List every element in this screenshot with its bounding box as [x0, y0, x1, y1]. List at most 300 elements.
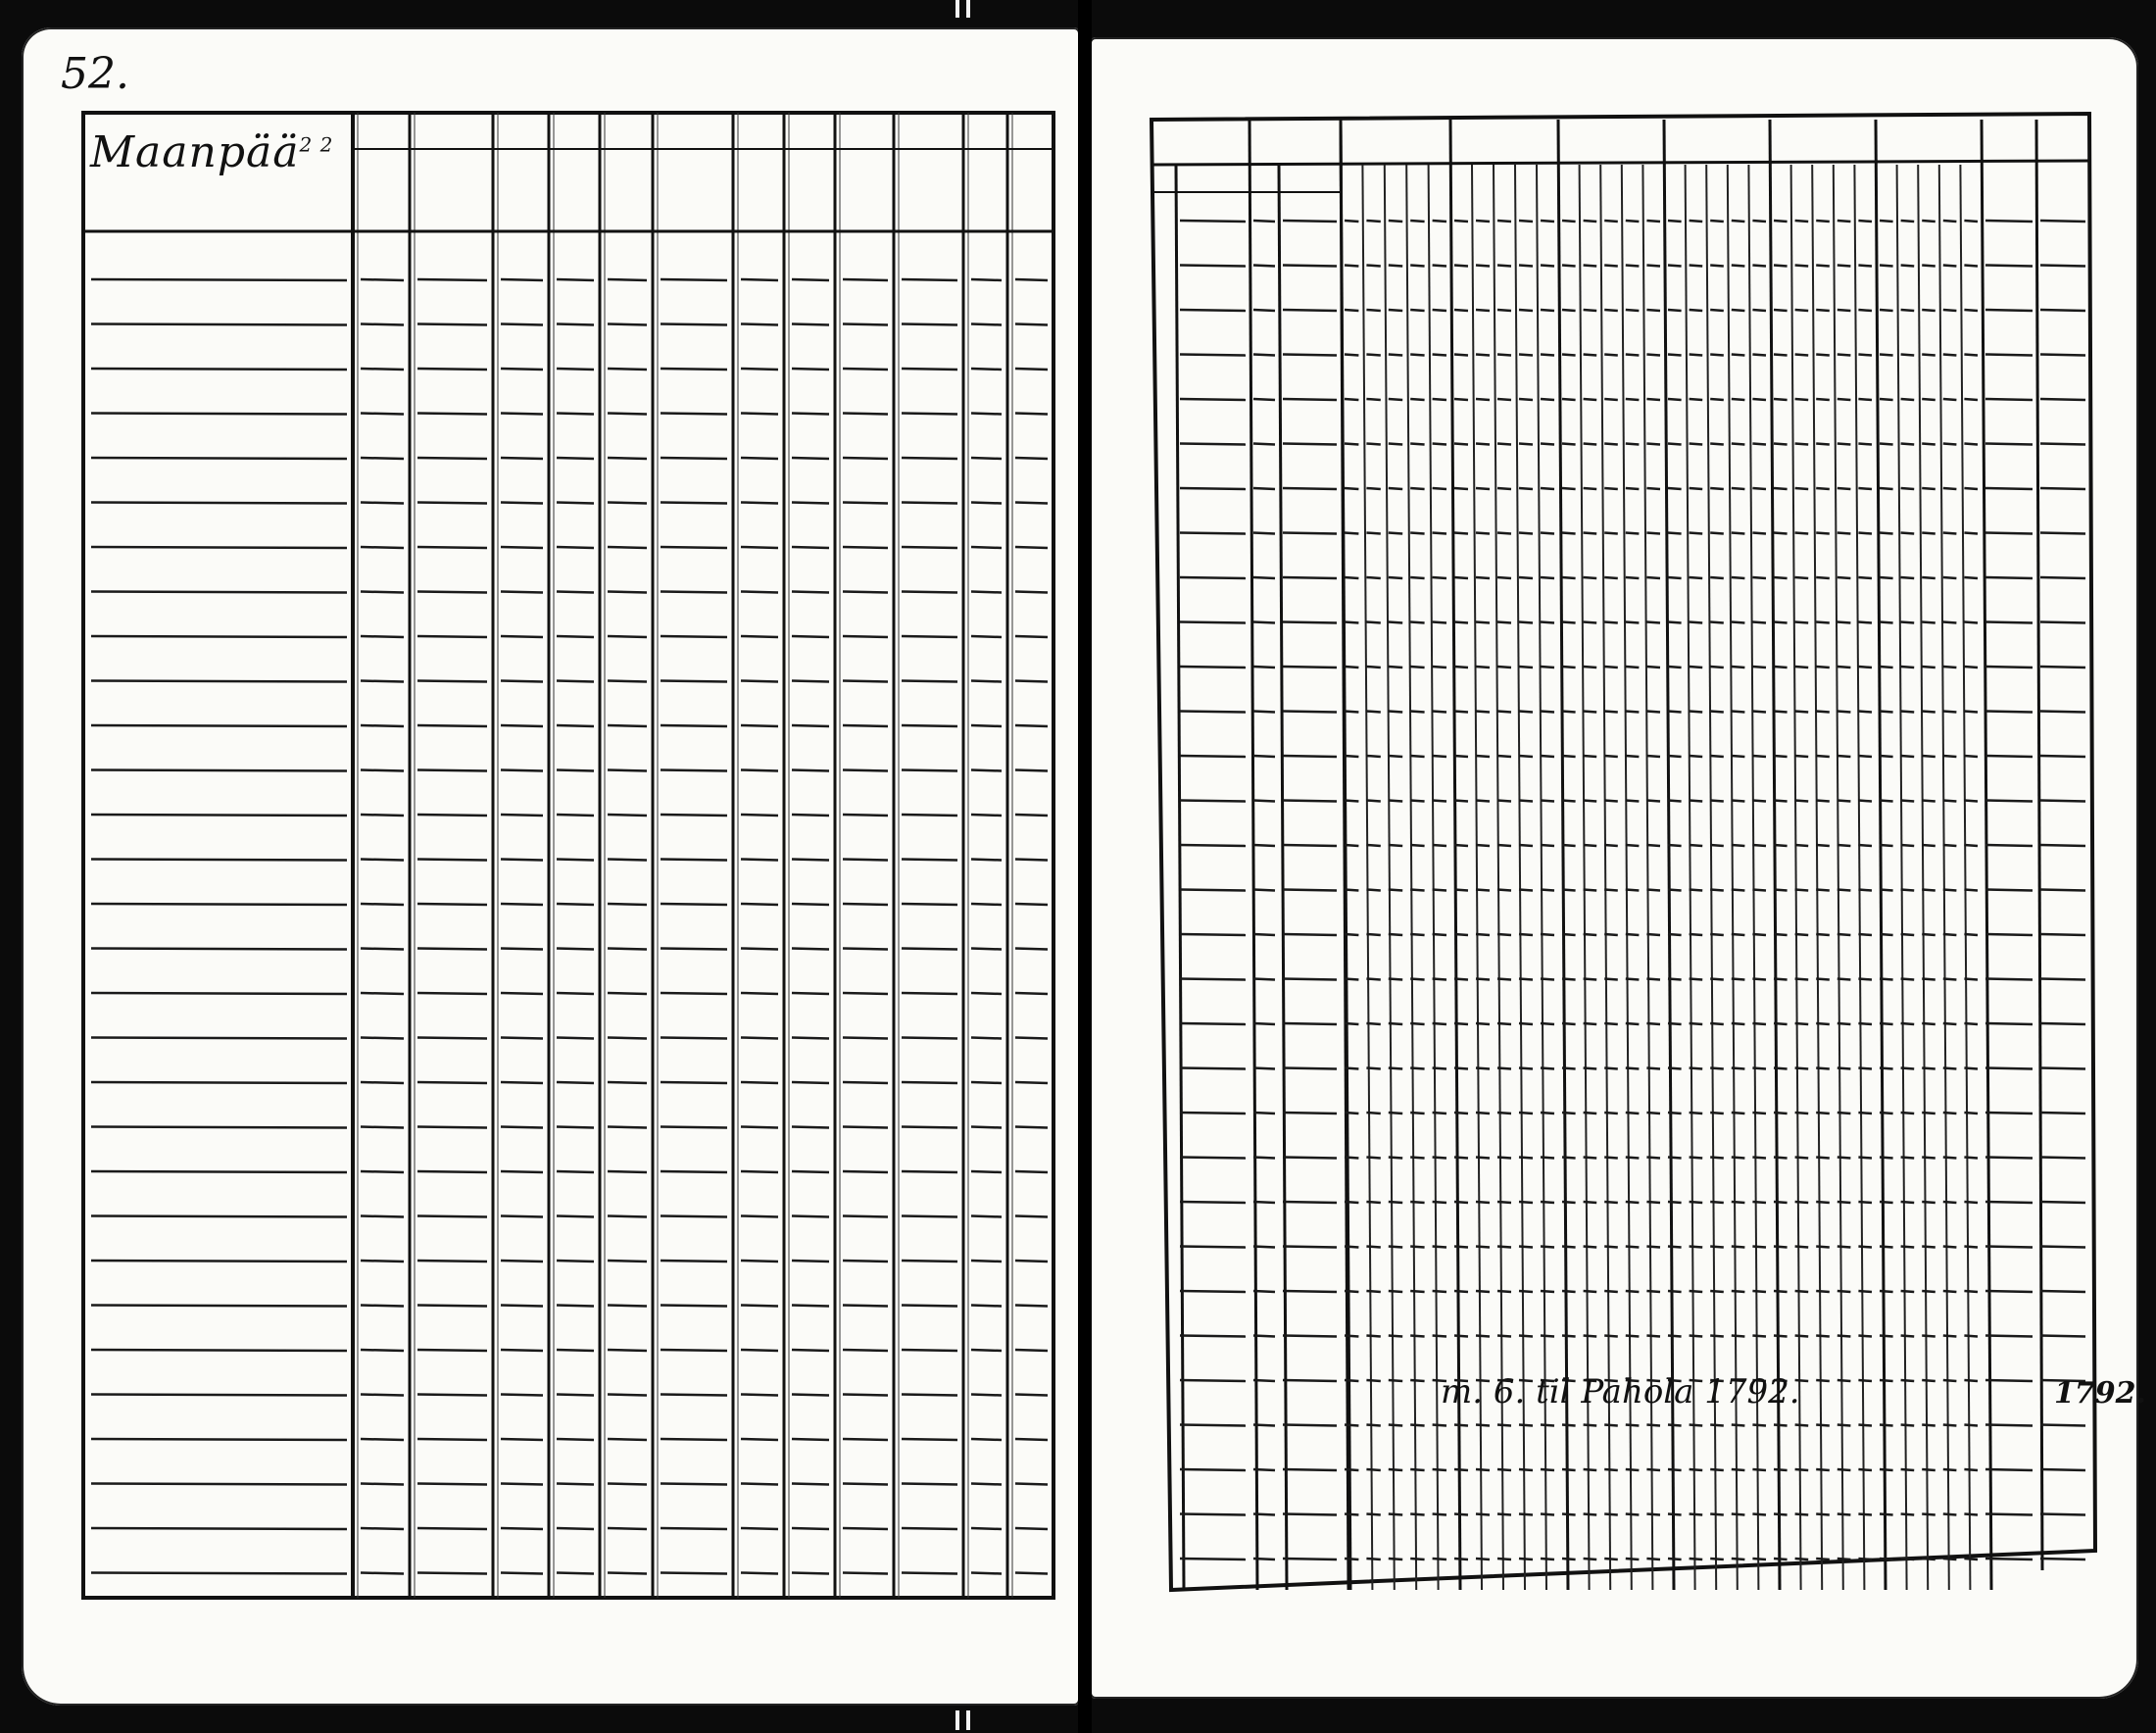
- column-subheader: [607, 153, 624, 229]
- right-row-rule: [1795, 1514, 1809, 1515]
- right-row-rule: [1964, 1247, 1978, 1248]
- right-row-rule: [1433, 1023, 1446, 1024]
- right-row-rule: [1433, 1559, 1446, 1560]
- right-row-rule: [1180, 1336, 1246, 1337]
- right-row-rule: [1816, 1202, 1830, 1203]
- right-row-rule: [1774, 399, 1788, 400]
- right-row-rule: [1690, 1559, 1703, 1560]
- right-row-rule: [1626, 756, 1640, 757]
- right-row-rule: [1584, 979, 1597, 980]
- right-row-rule: [1774, 1158, 1788, 1159]
- right-row-rule: [1943, 667, 1957, 668]
- right-row-rule: [1454, 934, 1468, 935]
- right-row-rule: [1454, 1559, 1468, 1560]
- right-row-rule: [1985, 667, 2033, 668]
- right-row-rule: [1922, 399, 1936, 400]
- right-row-rule: [1943, 533, 1957, 534]
- right-row-rule: [1795, 1425, 1809, 1426]
- right-row-rule: [1901, 1425, 1915, 1426]
- right-row-rule: [1964, 979, 1978, 980]
- right-row-rule: [2040, 1291, 2085, 1292]
- right-row-rule: [1389, 979, 1402, 980]
- right-row-rule: [1795, 577, 1809, 578]
- right-row-rule: [1389, 1068, 1402, 1069]
- right-row-rule: [1710, 355, 1724, 356]
- right-row-rule: [1389, 1158, 1402, 1159]
- right-row-rule: [1433, 488, 1446, 489]
- right-row-rule: [1858, 845, 1872, 846]
- right-row-rule: [1283, 399, 1337, 400]
- right-row-rule: [1519, 1559, 1533, 1560]
- right-row-rule: [1345, 488, 1358, 489]
- right-row-rule: [1690, 310, 1703, 311]
- right-row-rule: [1519, 667, 1533, 668]
- right-row-rule: [1816, 266, 1830, 267]
- right-row-rule: [1366, 355, 1380, 356]
- right-row-rule: [1604, 1291, 1618, 1292]
- right-row-rule: [1880, 801, 1893, 802]
- right-row-rule: [1922, 577, 1936, 578]
- right-row-rule: [1626, 310, 1640, 311]
- right-row-rule: [1389, 1336, 1402, 1337]
- right-row-rule: [1562, 310, 1576, 311]
- right-row-rule: [1584, 1469, 1597, 1470]
- right-row-rule: [1541, 399, 1554, 400]
- right-row-rule: [1562, 1469, 1576, 1470]
- right-row-rule: [1345, 1559, 1358, 1560]
- right-row-rule: [1433, 801, 1446, 802]
- right-row-rule: [1562, 533, 1576, 534]
- right-row-rule: [1774, 1113, 1788, 1114]
- right-row-rule: [1541, 1158, 1554, 1159]
- right-row-rule: [1943, 1291, 1957, 1292]
- right-row-rule: [1690, 488, 1703, 489]
- right-row-rule: [1690, 221, 1703, 222]
- right-row-rule: [1366, 1425, 1380, 1426]
- right-row-rule: [1345, 1247, 1358, 1248]
- right-row-rule: [1646, 1336, 1660, 1337]
- right-row-rule: [1668, 1158, 1682, 1159]
- right-row-rule: [1752, 712, 1766, 713]
- right-row-rule: [1584, 1158, 1597, 1159]
- right-row-rule: [1795, 488, 1809, 489]
- column-subheader: [661, 153, 678, 229]
- right-row-rule: [1943, 622, 1957, 623]
- right-row-rule: [1584, 712, 1597, 713]
- right-row-rule: [1922, 1425, 1936, 1426]
- year-block-line: [1664, 120, 1674, 1590]
- right-row-rule: [1519, 355, 1533, 356]
- right-row-rule: [1366, 1247, 1380, 1248]
- right-row-rule: [2040, 488, 2085, 489]
- right-row-rule: [2040, 1158, 2085, 1159]
- right-row-rule: [1604, 221, 1618, 222]
- right-row-rule: [1752, 1291, 1766, 1292]
- right-row-rule: [1541, 1291, 1554, 1292]
- right-row-rule: [1584, 1425, 1597, 1426]
- right-row-rule: [1389, 712, 1402, 713]
- right-row-rule: [1562, 801, 1576, 802]
- right-row-rule: [1752, 756, 1766, 757]
- right-row-rule: [1922, 845, 1936, 846]
- column-subheader: [1033, 153, 1051, 229]
- right-row-rule: [1253, 1469, 1275, 1470]
- right-row-rule: [1389, 801, 1402, 802]
- right-row-rule: [1604, 1469, 1618, 1470]
- right-row-rule: [1838, 934, 1851, 935]
- right-row-rule: [1816, 1023, 1830, 1024]
- right-row-rule: [1389, 355, 1402, 356]
- right-row-rule: [1732, 1514, 1745, 1515]
- right-row-rule: [1626, 399, 1640, 400]
- right-row-rule: [1668, 1559, 1682, 1560]
- right-row-rule: [1858, 622, 1872, 623]
- right-row-rule: [1774, 577, 1788, 578]
- right-row-rule: [1943, 712, 1957, 713]
- right-row-rule: [1584, 1023, 1597, 1024]
- year-subcolumn-line: [1834, 165, 1843, 1590]
- right-row-rule: [1497, 1247, 1511, 1248]
- right-row-rule: [1646, 712, 1660, 713]
- right-row-rule: [1541, 1559, 1554, 1560]
- right-row-rule: [1454, 712, 1468, 713]
- right-row-rule: [1985, 488, 2033, 489]
- right-row-rule: [1985, 890, 2033, 891]
- right-row-rule: [1943, 1559, 1957, 1560]
- right-row-rule: [1858, 221, 1872, 222]
- year-subcolumn-line: [1385, 165, 1395, 1590]
- right-row-rule: [1646, 756, 1660, 757]
- right-row-rule: [1476, 310, 1490, 311]
- right-row-rule: [1410, 444, 1424, 445]
- right-row-rule: [1584, 444, 1597, 445]
- right-row-rule: [1964, 1291, 1978, 1292]
- right-row-rule: [1901, 355, 1915, 356]
- right-row-rule: [1454, 1469, 1468, 1470]
- right-row-rule: [1366, 533, 1380, 534]
- right-row-rule: [1752, 266, 1766, 267]
- right-row-rule: [1389, 667, 1402, 668]
- right-row-rule: [1838, 1380, 1851, 1381]
- right-row-rule: [1626, 890, 1640, 891]
- right-row-rule: [1752, 577, 1766, 578]
- right-row-rule: [1985, 1023, 2033, 1024]
- right-row-rule: [1345, 1425, 1358, 1426]
- right-row-rule: [1454, 488, 1468, 489]
- right-row-rule: [1816, 1336, 1830, 1337]
- right-row-rule: [1838, 667, 1851, 668]
- right-row-rule: [2040, 756, 2085, 757]
- right-row-rule: [1497, 1425, 1511, 1426]
- right-row-rule: [1668, 1023, 1682, 1024]
- right-row-rule: [1562, 979, 1576, 980]
- right-row-rule: [1964, 1202, 1978, 1203]
- right-row-rule: [1880, 1380, 1893, 1381]
- right-row-rule: [1985, 355, 2033, 356]
- column-subheader: [900, 153, 917, 229]
- right-row-rule: [1476, 979, 1490, 980]
- right-row-rule: [1732, 1469, 1745, 1470]
- right-row-rule: [1964, 1559, 1978, 1560]
- right-row-rule: [1180, 890, 1246, 891]
- right-row-rule: [1541, 1469, 1554, 1470]
- right-row-rule: [1943, 1202, 1957, 1203]
- right-row-rule: [1410, 1068, 1424, 1069]
- right-row-rule: [1774, 622, 1788, 623]
- right-row-rule: [1858, 756, 1872, 757]
- right-row-rule: [1690, 355, 1703, 356]
- year-subcolumn-line: [1362, 165, 1372, 1590]
- right-row-rule: [1519, 934, 1533, 935]
- right-row-rule: [1283, 1023, 1337, 1024]
- right-row-rule: [1816, 221, 1830, 222]
- right-row-rule: [1795, 1068, 1809, 1069]
- right-row-rule: [2040, 221, 2085, 222]
- right-row-rule: [1562, 1247, 1576, 1248]
- right-row-rule: [1604, 577, 1618, 578]
- right-row-rule: [1922, 355, 1936, 356]
- right-row-rule: [1410, 1336, 1424, 1337]
- year-subcolumn-line: [1960, 165, 1970, 1590]
- right-row-rule: [1964, 1425, 1978, 1426]
- right-row-rule: [1410, 667, 1424, 668]
- right-row-rule: [1710, 577, 1724, 578]
- right-row-rule: [1880, 355, 1893, 356]
- right-row-rule: [1180, 801, 1246, 802]
- right-row-rule: [1732, 577, 1745, 578]
- right-row-rule: [1732, 488, 1745, 489]
- right-row-rule: [1433, 622, 1446, 623]
- column-subheader: [710, 153, 727, 229]
- right-row-rule: [1410, 1202, 1424, 1203]
- right-row-rule: [1180, 221, 1246, 222]
- right-row-rule: [1345, 1202, 1358, 1203]
- right-row-rule: [1604, 533, 1618, 534]
- right-row-rule: [1476, 221, 1490, 222]
- right-row-rule: [1964, 1023, 1978, 1024]
- right-row-rule: [1922, 667, 1936, 668]
- right-row-rule: [1901, 622, 1915, 623]
- right-row-rule: [1901, 1068, 1915, 1069]
- right-row-rule: [1433, 533, 1446, 534]
- right-row-rule: [1562, 667, 1576, 668]
- right-row-rule: [1283, 1425, 1337, 1426]
- right-row-rule: [1497, 1291, 1511, 1292]
- right-row-rule: [1668, 1068, 1682, 1069]
- right-row-rule: [1604, 622, 1618, 623]
- right-row-rule: [1389, 1559, 1402, 1560]
- right-row-rule: [1476, 1247, 1490, 1248]
- right-row-rule: [1454, 533, 1468, 534]
- right-row-rule: [1795, 890, 1809, 891]
- right-row-rule: [1752, 355, 1766, 356]
- year-subcolumn-line: [1897, 165, 1907, 1590]
- right-row-rule: [1964, 1336, 1978, 1337]
- right-row-rule: [1646, 533, 1660, 534]
- right-row-rule: [1626, 1469, 1640, 1470]
- right-row-rule: [1838, 622, 1851, 623]
- right-row-rule: [1795, 355, 1809, 356]
- right-row-rule: [1604, 1023, 1618, 1024]
- right-row-rule: [1922, 890, 1936, 891]
- column-subheader: [870, 153, 888, 229]
- right-row-rule: [2040, 577, 2085, 578]
- right-row-rule: [1253, 712, 1275, 713]
- right-row-rule: [1901, 399, 1915, 400]
- right-row-rule: [1922, 1336, 1936, 1337]
- right-row-rule: [1541, 934, 1554, 935]
- right-row-rule: [1668, 355, 1682, 356]
- right-row-rule: [1690, 1291, 1703, 1292]
- right-row-rule: [1985, 845, 2033, 846]
- right-row-rule: [1964, 1469, 1978, 1470]
- right-row-rule: [1180, 1202, 1246, 1203]
- right-row-rule: [1180, 488, 1246, 489]
- right-row-rule: [1858, 533, 1872, 534]
- right-row-rule: [1410, 845, 1424, 846]
- right-row-rule: [1838, 488, 1851, 489]
- right-row-rule: [1345, 801, 1358, 802]
- right-row-rule: [1901, 1380, 1915, 1381]
- right-row-rule: [1690, 890, 1703, 891]
- right-row-rule: [1668, 979, 1682, 980]
- right-row-rule: [1646, 667, 1660, 668]
- right-row-rule: [1283, 533, 1337, 534]
- right-row-rule: [1497, 399, 1511, 400]
- right-row-rule: [1858, 488, 1872, 489]
- right-row-rule: [1584, 488, 1597, 489]
- right-row-rule: [1604, 310, 1618, 311]
- right-row-rule: [1668, 533, 1682, 534]
- right-row-rule: [1901, 756, 1915, 757]
- right-row-rule: [1604, 667, 1618, 668]
- right-row-rule: [1901, 1469, 1915, 1470]
- right-row-rule: [1901, 266, 1915, 267]
- right-row-rule: [1901, 1559, 1915, 1560]
- right-row-rule: [1389, 399, 1402, 400]
- right-row-rule: [1964, 310, 1978, 311]
- right-row-rule: [1858, 1202, 1872, 1203]
- right-row-rule: [1646, 266, 1660, 267]
- right-row-rule: [1366, 1514, 1380, 1515]
- right-row-rule: [1985, 221, 2033, 222]
- right-row-rule: [1433, 1336, 1446, 1337]
- right-row-rule: [1668, 1514, 1682, 1515]
- right-row-rule: [1816, 444, 1830, 445]
- right-row-rule: [1562, 1336, 1576, 1337]
- right-row-rule: [1922, 310, 1936, 311]
- right-row-rule: [1901, 577, 1915, 578]
- right-row-rule: [1454, 979, 1468, 980]
- right-row-rule: [1283, 1559, 1337, 1560]
- right-row-rule: [1752, 979, 1766, 980]
- right-row-rule: [1410, 1425, 1424, 1426]
- right-row-rule: [1964, 1158, 1978, 1159]
- right-row-rule: [1476, 444, 1490, 445]
- right-row-rule: [1345, 1113, 1358, 1114]
- right-row-rule: [1838, 221, 1851, 222]
- right-row-rule: [1668, 1113, 1682, 1114]
- right-column-line: [1279, 165, 1287, 1590]
- right-row-rule: [1880, 1425, 1893, 1426]
- right-row-rule: [2040, 1514, 2085, 1515]
- right-row-rule: [1626, 1158, 1640, 1159]
- right-row-rule: [1943, 355, 1957, 356]
- right-row-rule: [1541, 622, 1554, 623]
- right-row-rule: [1345, 622, 1358, 623]
- right-row-rule: [1433, 355, 1446, 356]
- right-row-rule: [1732, 355, 1745, 356]
- right-row-rule: [1646, 890, 1660, 891]
- right-row-rule: [1283, 1469, 1337, 1470]
- right-row-rule: [1732, 1202, 1745, 1203]
- right-row-rule: [1366, 444, 1380, 445]
- right-row-rule: [1253, 1113, 1275, 1114]
- right-row-rule: [1180, 845, 1246, 846]
- right-row-rule: [1668, 1425, 1682, 1426]
- right-row-rule: [1646, 444, 1660, 445]
- right-row-rule: [1774, 845, 1788, 846]
- right-row-rule: [1690, 266, 1703, 267]
- spine-binding-mark: [966, 1710, 970, 1730]
- right-row-rule: [1626, 1425, 1640, 1426]
- right-row-rule: [1690, 1336, 1703, 1337]
- right-row-rule: [1858, 1158, 1872, 1159]
- right-row-rule: [1838, 1113, 1851, 1114]
- right-row-rule: [1880, 310, 1893, 311]
- right-row-rule: [1922, 1113, 1936, 1114]
- right-row-rule: [1901, 1023, 1915, 1024]
- right-row-rule: [1943, 221, 1957, 222]
- right-row-rule: [2040, 1068, 2085, 1069]
- right-row-rule: [1497, 934, 1511, 935]
- right-row-rule: [1433, 712, 1446, 713]
- right-row-rule: [1668, 801, 1682, 802]
- right-row-rule: [1732, 533, 1745, 534]
- right-row-rule: [1646, 979, 1660, 980]
- right-row-rule: [1433, 444, 1446, 445]
- right-row-rule: [1253, 221, 1275, 222]
- right-row-rule: [1604, 890, 1618, 891]
- right-row-rule: [1497, 1559, 1511, 1560]
- right-row-rule: [1816, 845, 1830, 846]
- right-row-rule: [1497, 1158, 1511, 1159]
- right-row-rule: [1476, 399, 1490, 400]
- right-row-rule: [1180, 1291, 1246, 1292]
- right-row-rule: [1345, 533, 1358, 534]
- right-row-rule: [1345, 979, 1358, 980]
- right-row-rule: [1562, 1158, 1576, 1159]
- right-row-rule: [1454, 845, 1468, 846]
- right-row-rule: [1283, 1068, 1337, 1069]
- right-row-rule: [1454, 266, 1468, 267]
- right-row-rule: [1584, 1514, 1597, 1515]
- right-row-rule: [1584, 622, 1597, 623]
- right-row-rule: [1476, 712, 1490, 713]
- right-row-rule: [1345, 756, 1358, 757]
- right-row-rule: [1519, 845, 1533, 846]
- right-row-rule: [1710, 712, 1724, 713]
- right-row-rule: [1838, 310, 1851, 311]
- right-row-rule: [1668, 756, 1682, 757]
- right-row-rule: [1410, 266, 1424, 267]
- right-row-rule: [1943, 1514, 1957, 1515]
- right-row-rule: [1366, 310, 1380, 311]
- right-row-rule: [1690, 577, 1703, 578]
- right-row-rule: [1562, 1113, 1576, 1114]
- right-row-rule: [1433, 845, 1446, 846]
- right-row-rule: [1732, 756, 1745, 757]
